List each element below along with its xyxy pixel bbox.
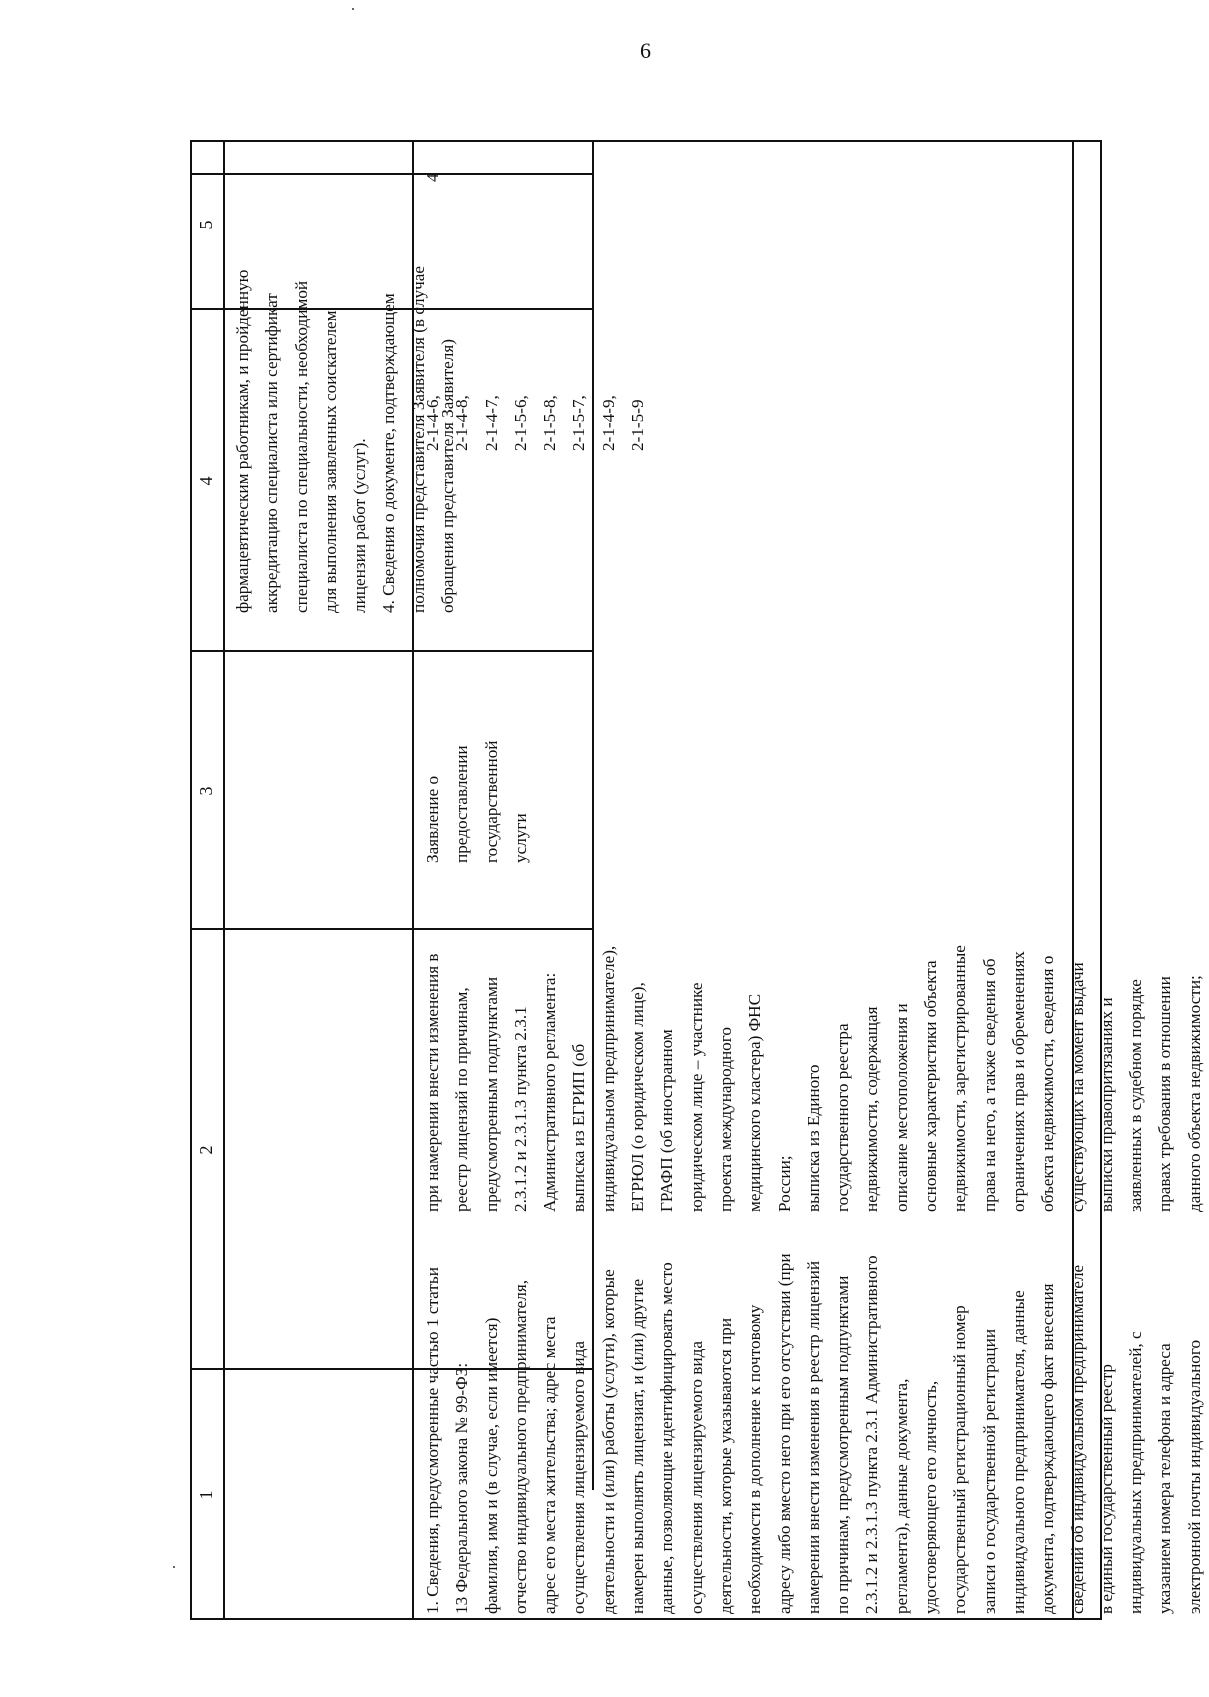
col-divider [223, 140, 225, 1620]
row-col5-information: 1. Сведения, предусмотренные частью 1 статьи 13 Федерального закона № 99-ФЗ: фамилия, имя и (в случае, если имеется) отчество индивидуального предпринимателя, адрес его места жительства; адрес места осуществления лицензируемого вида деятельности и (или) работы (услуги), которые намерен выполнять лицензиат, и (или) другие данные, позволяющие идентифицировать место осуществления лицензируемого вида деятельности, которые указываются при необходимости в дополнение к почтовому адресу либо вместо него при его отсутствии (при намерении внести изменения в реестр лицензий по причинам, предусмотренным подпунктами 2.3.1.2 и 2.3.1.3 пункта 2.3.1 Административного регламента), данные документа, удостоверяющего его личность, государственный регистрационный номер записи о государственной регистрации индивидуального предпринимателя, данные документа, подтверждающего факт внесения сведений об индивидуальном предпринимателе в единый государственный реестр индивидуальных предпринимателей, с указанием номера телефона и адреса электронной почты индивидуального [423, 1253, 1204, 1614]
row-col3-application: Заявление о предоставлении государственной услуги [423, 740, 530, 863]
continuation-cell-col5: фармацевтическим работникам, и пройденную аккредитацию специалиста или сертификат специалиста по специальности, необходимой для выполнения заявленных соискателем лицензии работ (услуг). 4. Сведения о документе, подтверждающем полномочия представителя Заявителя (в случае обращения представителя Заявителя) [233, 265, 458, 613]
rotated-table [190, 140, 1204, 1620]
row-col4-documents: при намерении внести изменения в реестр лицензий по причинам, предусмотренным подпунктами 2.3.1.2 и 2.3.1.3 пункта 2.3.1 Административного регламента: выписка из ЕГРИП (об индивидуальном предпринимателе), ЕГРЮЛ (о юридическом лице), ГРАФП (об иностранном юридическом лице – участнике проекта международного медицинского кластера) ФНС России; выписка из Единого государственного реестра недвижимости, содержащая описание местоположения и основные характеристики объекта недвижимости, зарегистрированные права на него, а также сведения об ограничениях прав и обременениях объекта недвижимости, сведения о существующих на момент выдачи выписки правопритязаниях и заявленных в судебном порядке правах требования в отношении данного объекта недвижимости; [423, 945, 1204, 1212]
row-col1-number: 4 [423, 173, 442, 182]
header-col-2: 2 [196, 1145, 216, 1155]
scan-speck [352, 8, 354, 10]
header-col-1: 1 [196, 1490, 216, 1500]
header-col-3: 3 [196, 786, 216, 796]
row-col2-codes: 2-1-4-6, 2-1-4-8, 2-1-4-7, 2-1-5-6, 2-1-5-8, 2-1-5-7, 2-1-4-9, 2-1-5-9 [423, 395, 648, 451]
table-border-left [190, 1618, 1102, 1620]
header-col-5: 5 [196, 220, 216, 230]
row-divider [190, 929, 592, 931]
table-border-right [190, 140, 1102, 142]
header-col-4: 4 [196, 476, 216, 486]
page-number: 6 [640, 38, 651, 63]
scan-speck [173, 1566, 175, 1568]
row-divider [190, 651, 592, 653]
